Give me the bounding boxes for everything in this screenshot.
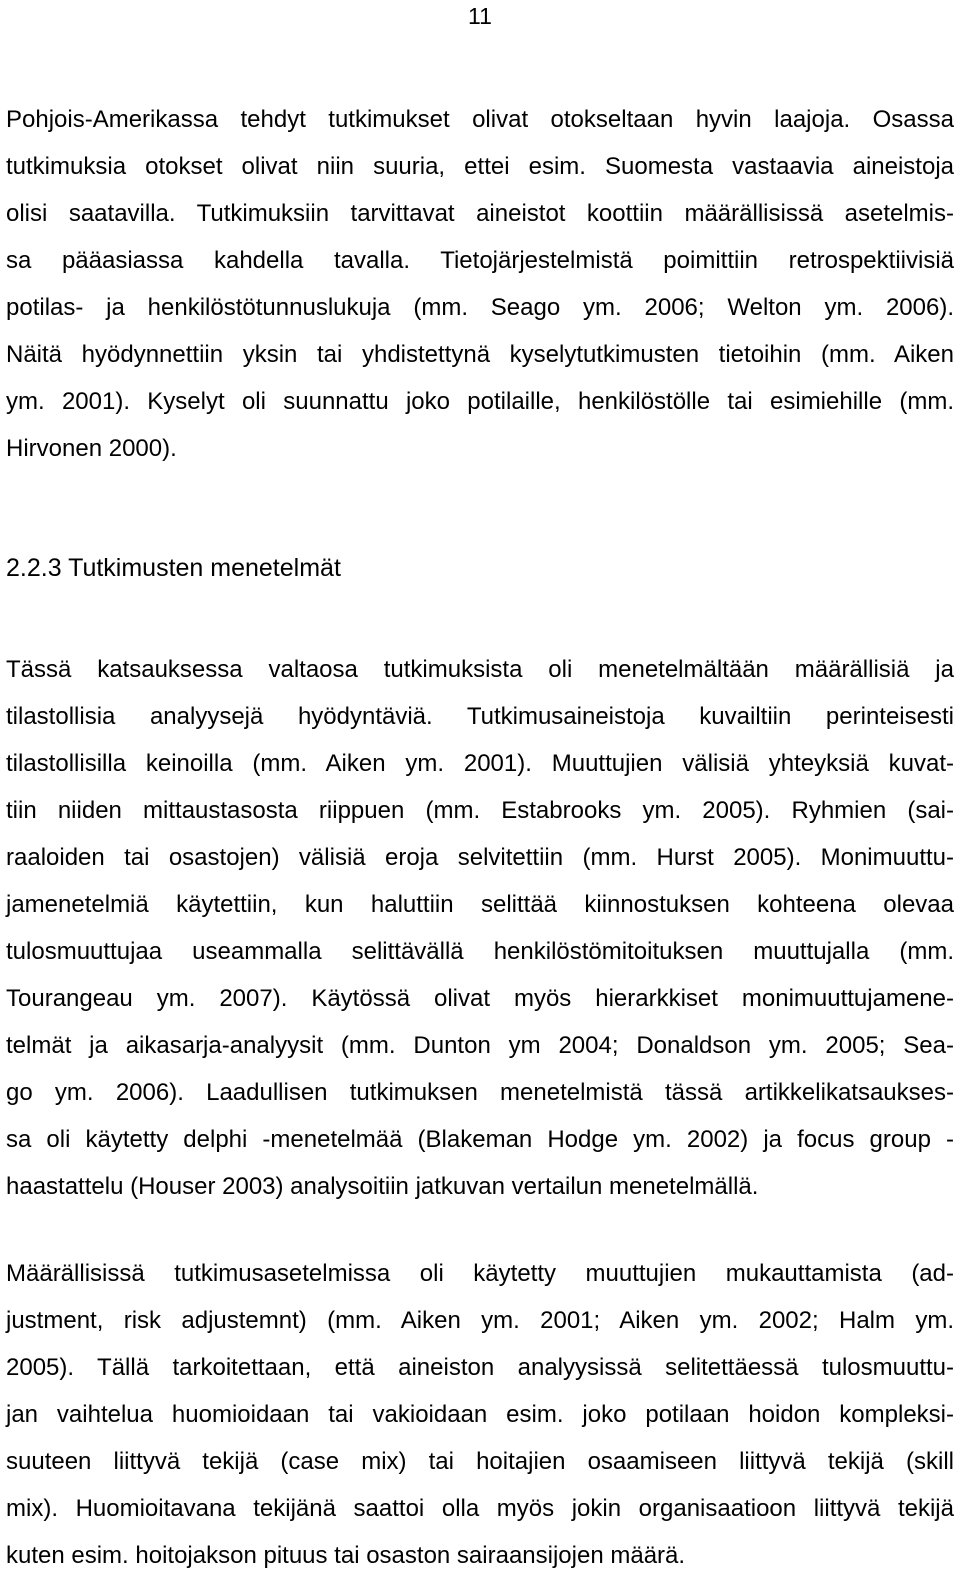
paragraph-line: Tässä katsauksessa valtaosa tutkimuksista oli menetelmältään määrällisiä ja [6,656,954,683]
paragraph-line: olisi saatavilla. Tutkimuksiin tarvittavat aineistot koottiin määrällisissä asetelmis- [6,200,954,227]
paragraph-line: Pohjois-Amerikassa tehdyt tutkimukset olivat otokseltaan hyvin laajoja. Osassa [6,106,954,133]
paragraph-line: tilastollisia analyysejä hyödyntäviä. Tutkimusaineistoja kuvailtiin perinteisesti [6,703,954,730]
paragraph-line: 2005). Tällä tarkoitettaan, että aineiston analyysissä selitettäessä tulosmuuttu- [6,1354,954,1381]
paragraph-line: suuteen liittyvä tekijä (case mix) tai hoitajien osaamiseen liittyvä tekijä (skill [6,1448,954,1475]
paragraph-line: go ym. 2006). Laadullisen tutkimuksen menetelmistä tässä artikkelikatsaukses- [6,1079,954,1106]
paragraph-1 [6,96,954,472]
paragraph-line: jan vaihtelua huomioidaan tai vakioidaan esim. joko potilaan hoidon kompleksi- [6,1401,954,1428]
paragraph-line: sa pääasiassa kahdella tavalla. Tietojärjestelmistä poimittiin retrospektiivisiä [6,247,954,274]
paragraph-line: kuten esim. hoitojakson pituus tai osaston sairaansijojen määrä. [6,1542,686,1569]
paragraph-2 [6,646,954,1210]
page-number: 11 [468,3,492,29]
paragraph-line: Näitä hyödynnettiin yksin tai yhdistettynä kyselytutkimusten tietoihin (mm. Aiken [6,341,954,368]
paragraph-line: justment, risk adjustemnt) (mm. Aiken ym. 2001; Aiken ym. 2002; Halm ym. [6,1307,954,1334]
paragraph-line: Määrällisissä tutkimusasetelmissa oli käytetty muuttujien mukauttamista (ad- [6,1260,954,1287]
paragraph-line: ym. 2001). Kyselyt oli suunnattu joko potilaille, henkilöstölle tai esimiehille (mm. [6,388,954,415]
paragraph-line: haastattelu (Houser 2003) analysoitiin jatkuvan vertailun menetelmällä. [6,1173,759,1200]
paragraph-line: jamenetelmiä käytettiin, kun haluttiin selittää kiinnostuksen kohteena olevaa [6,891,954,918]
paragraph-line: Tourangeau ym. 2007). Käytössä olivat myös hierarkkiset monimuuttujamene- [6,985,954,1012]
paragraph-line: sa oli käytetty delphi -menetelmää (Blakeman Hodge ym. 2002) ja focus group - [6,1126,954,1153]
paragraph-line: potilas- ja henkilöstötunnuslukuja (mm. Seago ym. 2006; Welton ym. 2006). [6,294,954,321]
paragraph-line: mix). Huomioitavana tekijänä saattoi olla myös jokin organisaatioon liittyvä tekijä [6,1495,954,1522]
paragraph-line: tulosmuuttujaa useammalla selittävällä henkilöstömitoituksen muuttujalla (mm. [6,938,954,965]
paragraph-line: tilastollisilla keinoilla (mm. Aiken ym. 2001). Muuttujien välisiä yhteyksiä kuvat- [6,750,954,777]
paragraph-line: tutkimuksia otokset olivat niin suuria, ettei esim. Suomesta vastaavia aineistoja [6,153,954,180]
paragraph-line: raaloiden tai osastojen) välisiä eroja selvitettiin (mm. Hurst 2005). Monimuuttu- [6,844,954,871]
paragraph-line: tiin niiden mittaustasosta riippuen (mm. Estabrooks ym. 2005). Ryhmien (sai- [6,797,954,824]
paragraph-3 [6,1250,954,1579]
section-heading: 2.2.3 Tutkimusten menetelmät [6,554,341,582]
paragraph-line: telmät ja aikasarja-analyysit (mm. Dunton ym 2004; Donaldson ym. 2005; Sea- [6,1032,954,1059]
paragraph-line: Hirvonen 2000). [6,435,177,462]
